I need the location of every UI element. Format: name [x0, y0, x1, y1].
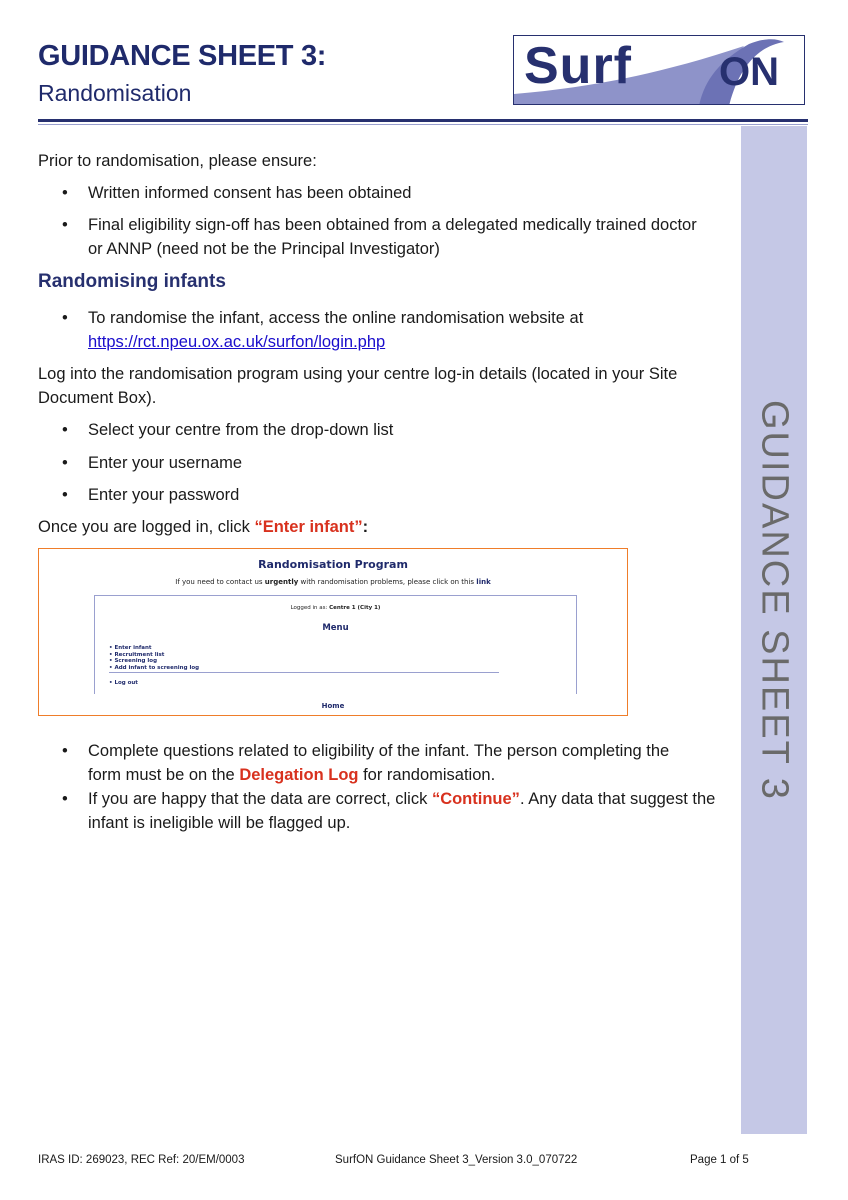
delegation-log-highlight: Delegation Log: [239, 766, 359, 784]
header-rule-thin: [38, 124, 808, 125]
footer-page-number: Page 1 of 5: [690, 1154, 749, 1166]
menu-item-log-out[interactable]: • Log out: [109, 680, 138, 686]
enter-infant-highlight: “Enter infant”: [254, 518, 363, 536]
bullet-icon: •: [62, 216, 68, 234]
bullet-icon: •: [62, 790, 68, 808]
login-paragraph-line: Document Box).: [38, 389, 157, 407]
login-paragraph-line: Log into the randomisation program using your centre log-in details (located in your Site: [38, 365, 678, 383]
logo-word: Surf: [524, 37, 632, 95]
page-title: GUIDANCE SHEET 3:: [38, 40, 327, 72]
home-link[interactable]: Home: [321, 702, 345, 710]
footer-document-version: SurfON Guidance Sheet 3_Version 3.0_070722: [335, 1154, 578, 1166]
menu-item-enter-infant[interactable]: • Enter infant: [109, 645, 152, 651]
menu-title: Menu: [322, 623, 349, 633]
randomisation-program-screenshot: [38, 548, 628, 716]
bullet-icon: •: [62, 454, 68, 472]
bullet-icon: •: [62, 486, 68, 504]
menu-divider: [109, 672, 499, 673]
contact-line: If you need to contact us urgently with randomisation problems, please click on this link: [175, 578, 491, 586]
section-heading: Randomising infants: [38, 271, 226, 292]
menu-panel: [94, 595, 577, 694]
logged-in-as: Logged in as: Centre 1 (City 1): [290, 605, 381, 611]
contact-link[interactable]: link: [476, 578, 491, 586]
continue-highlight: “Continue”: [431, 790, 520, 808]
header-rule: [38, 119, 808, 122]
bullet-icon: •: [62, 421, 68, 439]
bullet-icon: •: [62, 309, 68, 327]
logo-on: ON: [719, 50, 779, 94]
footer-ids: IRAS ID: 269023, REC Ref: 20/EM/0003: [38, 1154, 245, 1166]
page-subtitle: Randomisation: [38, 80, 192, 106]
side-label-text: GUIDANCE SHEET 3: [753, 400, 796, 801]
menu-item-add-infant-to-screening-log[interactable]: • Add infant to screening log: [109, 665, 199, 671]
menu-item-screening-log[interactable]: • Screening log: [109, 658, 157, 664]
menu-item-recruitment-list[interactable]: • Recruitment list: [109, 652, 164, 658]
bullet-icon: •: [62, 184, 68, 202]
bullet-icon: •: [62, 742, 68, 760]
intro-text: Prior to randomisation, please ensure:: [38, 152, 317, 170]
randomisation-link[interactable]: https://rct.npeu.ox.ac.uk/surfon/login.php: [88, 333, 386, 351]
side-label: [741, 400, 807, 820]
surfon-logo: [513, 35, 805, 105]
logged-in-instruction: Once you are logged in, click “Enter infant”:: [38, 518, 369, 536]
program-title: Randomisation Program: [258, 558, 408, 571]
